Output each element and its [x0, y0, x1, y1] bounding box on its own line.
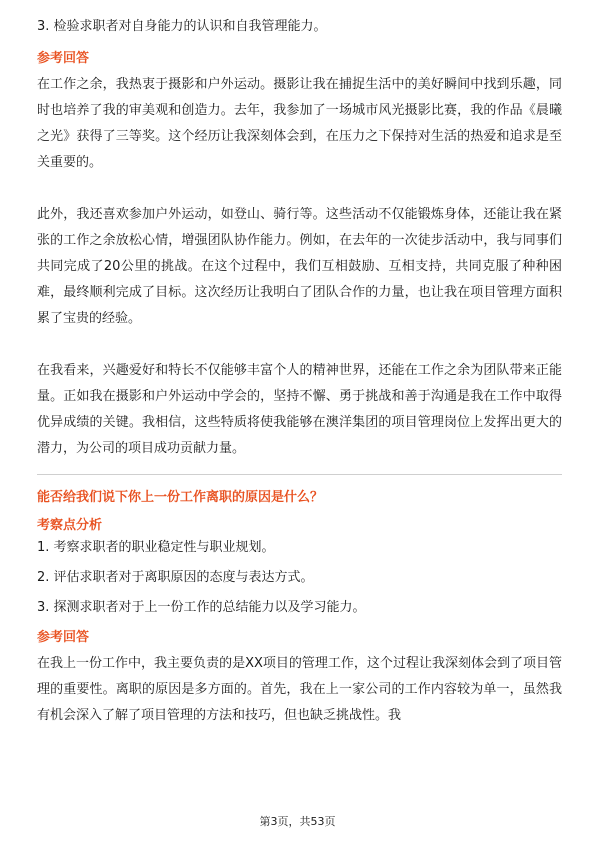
- section-divider: [37, 474, 562, 475]
- analysis-item: 3. 探测求职者对于上一份工作的总结能力以及学习能力。: [37, 600, 366, 615]
- answer-paragraph-q2: 在我上一份工作中，我主要负责的是XX项目的管理工作，这个过程让我深刻体会到了项目管理的重要性。离职的原因是多方面的。首先，我在上一家公司的工作内容较为单一，虽然我有机会深入了解了项目管理的方法和技巧，但也缺乏挑战性。我: [37, 656, 562, 723]
- evaluation-point-3: 3. 检验求职者对自身能力的认识和自我管理能力。: [37, 19, 327, 34]
- analysis-item: 1. 考察求职者的职业稳定性与职业规划。: [37, 540, 275, 555]
- page-footer: 第3页，共53页: [259, 815, 336, 828]
- reference-answer-label-2: 参考回答: [37, 630, 90, 645]
- document-page: [37, 18, 562, 755]
- analysis-list: [37, 539, 562, 617]
- analysis-label: 考察点分析: [37, 518, 103, 533]
- reference-answer-label: 参考回答: [37, 51, 90, 66]
- answer-paragraph-2: 此外，我还喜欢参加户外运动，如登山、骑行等。这些活动不仅能锻炼身体，还能让我在紧张的工作之余放松心情，增强团队协作能力。例如，在去年的一次徒步活动中，我与同事们共同完成了20公里的挑战。在这个过程中，我们互相鼓励、互相支持，共同克服了种种困难，最终顺利完成了目标。这次经历让我明白了团队合作的力量，也让我在项目管理方面积累了宝贵的经验。: [37, 207, 562, 326]
- answer-paragraph-1: 在工作之余，我热衷于摄影和户外运动。摄影让我在捕捉生活中的美好瞬间中找到乐趣，同时也培养了我的审美观和创造力。去年，我参加了一场城市风光摄影比赛，我的作品《晨曦之光》获得了三等奖。这个经历让我深刻体会到，在压力之下保持对生活的热爱和追求是至关重要的。: [37, 77, 562, 170]
- analysis-item: 2. 评估求职者对于离职原因的态度与表达方式。: [37, 570, 314, 585]
- answer-paragraph-3: 在我看来，兴趣爱好和特长不仅能够丰富个人的精神世界，还能在工作之余为团队带来正能量。正如我在摄影和户外运动中学会的，坚持不懈、勇于挑战和善于沟通是我在工作中取得优异成绩的关键。我相信，这些特质将使我能够在澳洋集团的项目管理岗位上发挥出更大的潜力，为公司的项目成功贡献力量。: [37, 363, 562, 456]
- question-title: 能否给我们说下你上一份工作离职的原因是什么？: [37, 490, 324, 505]
